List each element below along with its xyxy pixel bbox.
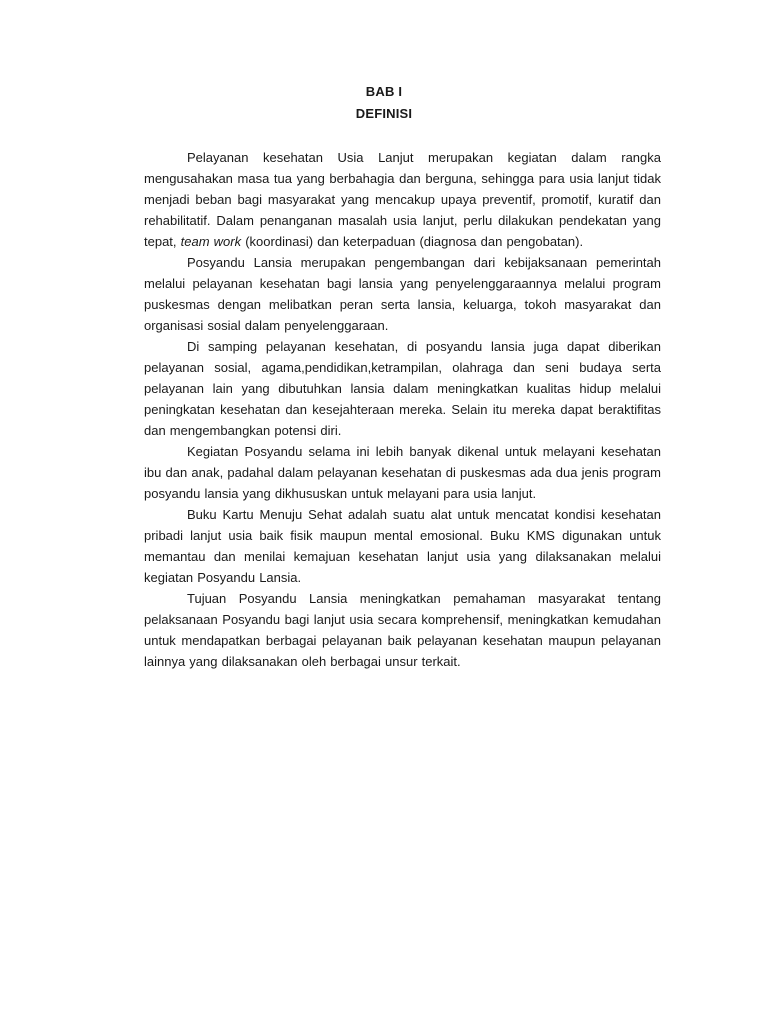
document-body	[144, 147, 661, 672]
paragraph-2: Posyandu Lansia merupakan pengembangan dari kebijaksanaan pemerintah melalui pelayanan kesehatan bagi lansia yang penyelenggaraannya melalui program puskesmas dengan melibatkan peran serta lansia, keluarga, tokoh masyarakat dan organisasi sosial dalam penyelenggaraan.	[144, 255, 661, 333]
paragraph-6: Tujuan Posyandu Lansia meningkatkan pemahaman masyarakat tentang pelaksanaan Posyandu bagi lanjut usia secara komprehensif, meningkatkan kemudahan untuk mendapatkan berbagai pelayanan baik pelayanan kesehatan maupun pelayanan lainnya yang dilaksanakan oleh berbagai unsur terkait.	[144, 591, 661, 669]
paragraph-3: Di samping pelayanan kesehatan, di posyandu lansia juga dapat diberikan pelayanan sosial, agama,pendidikan,ketrampilan, olahraga dan seni budaya serta pelayanan lain yang dibutuhkan lansia dalam meningkatkan kualitas hidup melalui peningkatan kesehatan dan kesejahteraan mereka. Selain itu mereka dapat beraktifitas dan mengembangkan potensi diri.	[144, 339, 661, 438]
italic-term: team work	[180, 234, 242, 249]
chapter-number: BAB I	[365, 84, 403, 99]
paragraph-1	[144, 147, 661, 252]
paragraph-1-text-after: (koordinasi) dan keterpaduan (diagnosa dan pengobatan).	[241, 234, 584, 249]
paragraph-1-text-before: Pelayanan kesehatan Usia Lanjut merupakan kegiatan dalam rangka mengusahakan masa tua yang berbahagia dan berguna, sehingga para usia lanjut tidak menjadi beban bagi masyarakat yang mencakup upaya preventif, promotif, kuratif dan rehabilitatif. Dalam penanganan masalah usia lanjut, perlu dilakukan pendekatan yang tepat,	[144, 150, 661, 249]
chapter-title: DEFINISI	[355, 106, 413, 121]
paragraph-4: Kegiatan Posyandu selama ini lebih banyak dikenal untuk melayani kesehatan ibu dan anak, padahal dalam pelayanan kesehatan di puskesmas ada dua jenis program posyandu lansia yang dikhususkan untuk melayani para usia lanjut.	[144, 444, 661, 501]
paragraph-5: Buku Kartu Menuju Sehat adalah suatu alat untuk mencatat kondisi kesehatan pribadi lanjut usia baik fisik maupun mental emosional. Buku KMS digunakan untuk memantau dan menilai kemajuan kesehatan lanjut usia yang dilaksanakan melalui kegiatan Posyandu Lansia.	[144, 507, 661, 585]
